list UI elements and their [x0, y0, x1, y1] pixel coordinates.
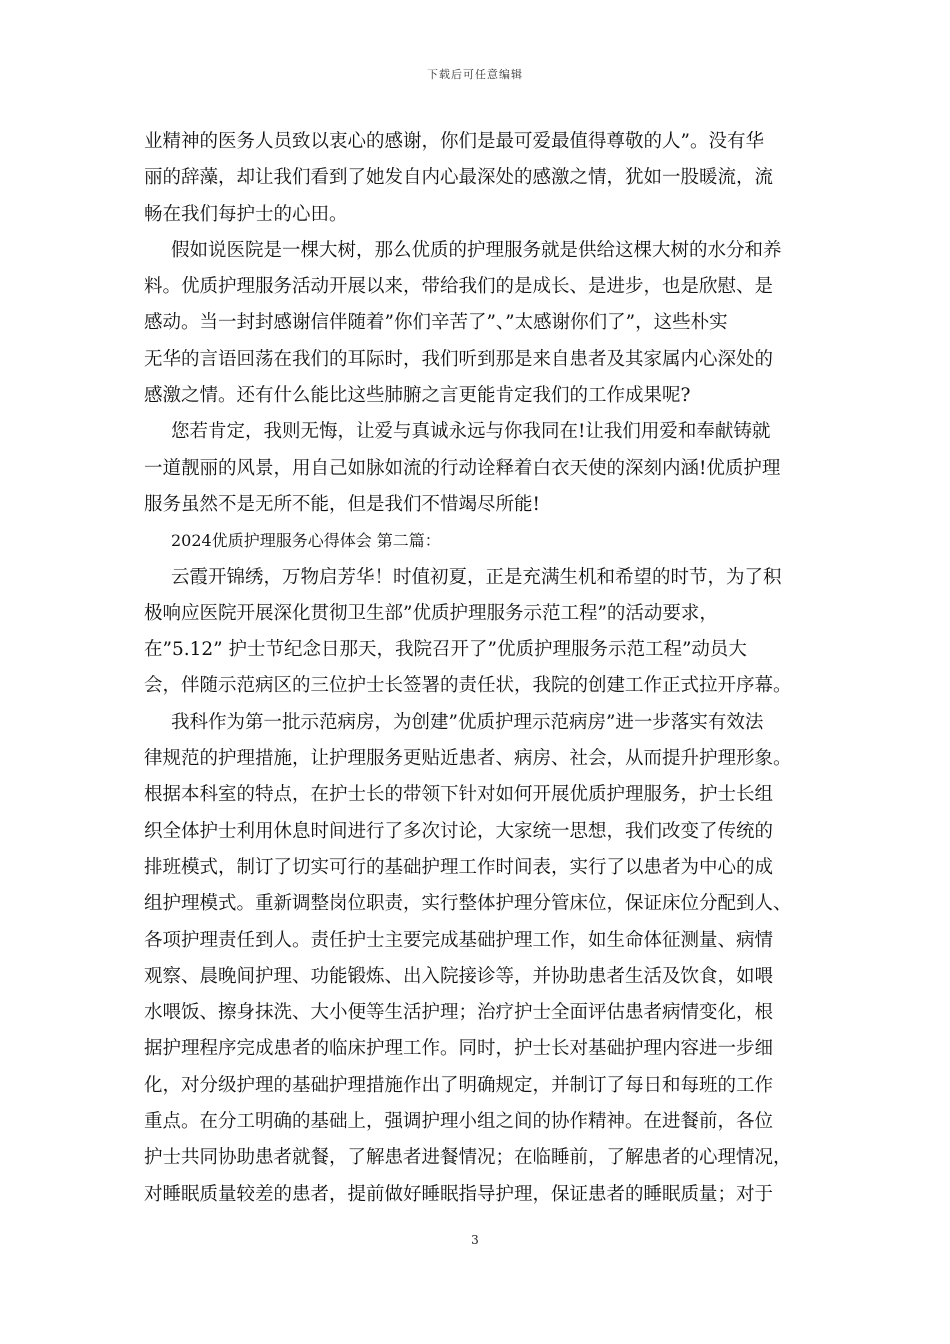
- text-line: 织全体护士利用休息时间进行了多次讨论，大家统一思想，我们改变了传统的: [144, 820, 774, 842]
- text-line: 水喂饭、擦身抹洗、大小便等生活护理；治疗护士全面评估患者病情变化，根: [144, 1002, 774, 1024]
- text-line: 护士共同协助患者就餐，了解患者进餐情况；在临睡前，了解患者的心理情况，: [144, 1147, 792, 1169]
- text-line: 各项护理责任到人。责任护士主要完成基础护理工作，如生命体征测量、病情: [144, 929, 774, 951]
- paragraph-first-line: 我科作为第一批示范病房，为创建”优质护理示范病房”进一步落实有效法: [171, 711, 764, 733]
- page-number: 3: [471, 1233, 479, 1247]
- text-line: 重点。在分工明确的基础上，强调护理小组之间的协作精神。在进餐前，各位: [144, 1111, 774, 1133]
- text-line: 排班模式，制订了切实可行的基础护理工作时间表，实行了以患者为中心的成: [144, 856, 774, 878]
- paragraph-first-line: 您若肯定，我则无悔，让爱与真诚永远与你我同在!让我们用爱和奉献铸就: [171, 421, 771, 443]
- text-line: 畅在我们每护士的心田。: [144, 203, 348, 225]
- text-line: 据护理程序完成患者的临床护理工作。同时，护士长对基础护理内容进一步细: [144, 1038, 774, 1060]
- text-line: 无华的言语回荡在我们的耳际时，我们听到那是来自患者及其家属内心深处的: [144, 348, 774, 370]
- text-line: 观察、晨晚间护理、功能锻炼、出入院接诊等，并协助患者生活及饮食，如喂: [144, 965, 774, 987]
- text-line: 一道靓丽的风景，用自己如脉如流的行动诠释着白衣天使的深刻内涵!优质护理: [144, 457, 781, 479]
- paragraph-first-line: 云霞开锦绣，万物启芳华！时值初夏，正是充满生机和希望的时节，为了积: [171, 566, 782, 588]
- text-line: 组护理模式。重新调整岗位职责，实行整体护理分管床位，保证床位分配到人、: [144, 893, 792, 915]
- section-heading: 2024优质护理服务心得体会 第二篇：: [171, 531, 441, 551]
- text-line: 律规范的护理措施，让护理服务更贴近患者、病房、社会，从而提升护理形象。: [144, 748, 792, 770]
- text-line: 服务虽然不是无所不能，但是我们不惜竭尽所能!: [144, 493, 540, 515]
- paragraph-first-line: 假如说医院是一棵大树，那么优质的护理服务就是供给这棵大树的水分和养: [171, 239, 782, 261]
- document-body: [144, 124, 809, 1213]
- text-line: 会，伴随示范病区的三位护士长签署的责任状，我院的创建工作正式拉开序幕。: [144, 675, 792, 697]
- text-line: 极响应医院开展深化贯彻卫生部”优质护理服务示范工程”的活动要求，: [144, 602, 718, 624]
- text-line: 感激之情。还有什么能比这些肺腑之言更能肯定我们的工作成果呢?: [144, 385, 691, 407]
- text-line: 丽的辞藻，却让我们看到了她发自内心最深处的感激之情，犹如一股暖流，流: [144, 167, 774, 189]
- text-line: 在”5.12” 护士节纪念日那天，我院召开了”优质护理服务示范工程”动员大: [144, 639, 747, 661]
- text-line: 业精神的医务人员致以衷心的感谢，你们是最可爱最值得尊敬的人”。没有华: [144, 131, 764, 152]
- text-line: 对睡眠质量较差的患者，提前做好睡眠指导护理，保证患者的睡眠质量；对于: [144, 1183, 774, 1205]
- page-header: 下载后可任意编辑: [427, 68, 523, 81]
- text-line: 化，对分级护理的基础护理措施作出了明确规定，并制订了每日和每班的工作: [144, 1074, 774, 1096]
- text-line: 根据本科室的特点，在护士长的带领下针对如何开展优质护理服务，护士长组: [144, 784, 774, 806]
- text-line: 料。优质护理服务活动开展以来，带给我们的是成长、是进步，也是欣慰、是: [144, 276, 774, 298]
- text-line: 感动。当一封封感谢信伴随着”你们辛苦了”、”太感谢你们了”，这些朴实: [144, 312, 728, 334]
